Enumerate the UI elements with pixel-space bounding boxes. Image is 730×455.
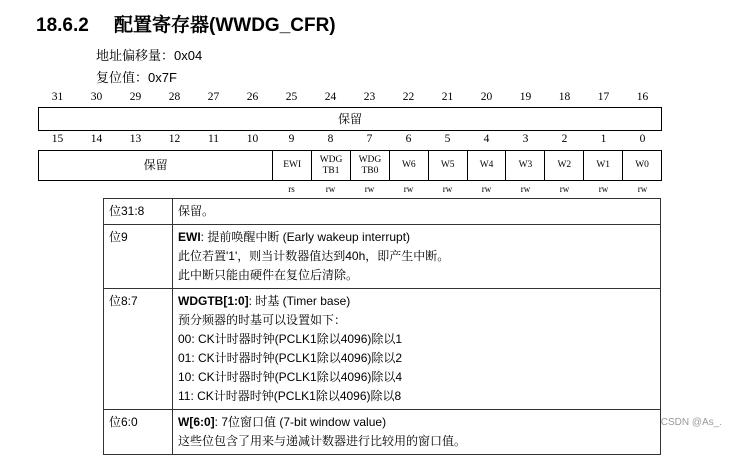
section-title: 配置寄存器(WWDG_CFR) bbox=[114, 15, 336, 36]
bit-number: 11 bbox=[207, 133, 220, 145]
bit-range: 位9 bbox=[104, 225, 173, 289]
bit-number: 10 bbox=[246, 133, 259, 145]
address-offset: 地址偏移量：0x04 bbox=[96, 48, 203, 63]
bit-number: 20 bbox=[480, 91, 493, 103]
bit-number: 3 bbox=[522, 133, 529, 145]
field-w3 bbox=[505, 151, 544, 180]
field-label: W4 bbox=[479, 160, 494, 170]
field-label: WDG TB0 bbox=[358, 154, 382, 176]
description-title: : 时基 (Timer base) bbox=[248, 294, 351, 308]
description-line: 10: CK计时器时钟(PCLK1除以4096)除以4 bbox=[178, 370, 403, 384]
bit-number: 25 bbox=[285, 91, 298, 103]
access-type: rw bbox=[520, 184, 531, 194]
field-label: W2 bbox=[557, 160, 572, 170]
table-row bbox=[104, 199, 661, 225]
bit-number: 24 bbox=[324, 91, 337, 103]
bit-number: 31 bbox=[51, 91, 64, 103]
access-spacer bbox=[38, 184, 272, 194]
table-row bbox=[104, 225, 661, 289]
bit-number: 9 bbox=[288, 133, 295, 145]
bit-description bbox=[173, 410, 661, 455]
access-type: rw bbox=[325, 184, 336, 194]
bit-number: 12 bbox=[168, 133, 181, 145]
field-label: W5 bbox=[440, 160, 455, 170]
register-lower-row bbox=[38, 150, 662, 181]
bit-number: 5 bbox=[444, 133, 451, 145]
description-line: 01: CK计时器时钟(PCLK1除以4096)除以2 bbox=[178, 351, 403, 365]
description-line: 00: CK计时器时钟(PCLK1除以4096)除以1 bbox=[178, 332, 403, 346]
access-type: rw bbox=[637, 184, 648, 194]
field-w6 bbox=[389, 151, 428, 180]
bit-number: 13 bbox=[129, 133, 142, 145]
field-label: W0 bbox=[635, 160, 649, 170]
bit-description bbox=[173, 289, 661, 410]
bit-number: 27 bbox=[207, 91, 220, 103]
table-row bbox=[104, 410, 661, 455]
bit-number: 18 bbox=[558, 91, 571, 103]
watermark: CSDN @As_. bbox=[660, 417, 722, 428]
description-line: 这些位包含了用来与递减计数器进行比较用的窗口值。 bbox=[178, 434, 467, 448]
field-w1 bbox=[583, 151, 622, 180]
description-line: 11: CK计时器时钟(PCLK1除以4096)除以8 bbox=[178, 389, 402, 403]
field-label: W1 bbox=[596, 160, 611, 170]
access-type: rw bbox=[364, 184, 375, 194]
reserved-field-lower: 保留 bbox=[143, 158, 168, 172]
field-label: W3 bbox=[518, 160, 533, 170]
description-line: 此中断只能由硬件在复位后清除。 bbox=[178, 268, 359, 282]
bit-number: 15 bbox=[51, 133, 64, 145]
description-line: 此位若置'1'，则当计数器值达到40h，即产生中断。 bbox=[178, 249, 450, 263]
bit-range: 位6:0 bbox=[104, 410, 173, 455]
description-title: : 7位窗口值 (7-bit window value) bbox=[214, 415, 387, 429]
field-label: WDG TB1 bbox=[319, 154, 343, 176]
field-name: W[6:0] bbox=[178, 415, 215, 429]
bit-number: 19 bbox=[519, 91, 532, 103]
table-row bbox=[104, 289, 661, 410]
field-wdgtb1 bbox=[311, 151, 350, 180]
field-name: WDGTB[1:0] bbox=[178, 294, 249, 308]
reserved-field-upper: 保留 bbox=[337, 111, 362, 126]
bit-number: 26 bbox=[246, 91, 259, 103]
bit-number: 23 bbox=[363, 91, 376, 103]
field-name: EWI bbox=[178, 230, 201, 244]
bit-number: 8 bbox=[327, 133, 334, 145]
reset-value: 复位值：0x7F bbox=[96, 70, 177, 85]
bit-range: 位31:8 bbox=[104, 199, 173, 225]
bit-number: 22 bbox=[402, 91, 415, 103]
access-type: rw bbox=[481, 184, 492, 194]
description-line: 预分频器的时基可以设置如下： bbox=[178, 313, 347, 327]
field-w4 bbox=[467, 151, 506, 180]
access-type: rw bbox=[598, 184, 609, 194]
bit-number: 30 bbox=[90, 91, 103, 103]
bit-description-table bbox=[103, 198, 661, 455]
bit-number: 4 bbox=[483, 133, 490, 145]
bit-number: 14 bbox=[90, 133, 103, 145]
access-type: rw bbox=[442, 184, 453, 194]
bit-description bbox=[173, 225, 661, 289]
section-number: 18.6.2 bbox=[36, 15, 89, 36]
access-type: rw bbox=[559, 184, 570, 194]
description-title: : 提前唤醒中断 (Early wakeup interrupt) bbox=[200, 230, 411, 244]
bit-number: 7 bbox=[366, 133, 373, 145]
field-ewi bbox=[272, 151, 311, 180]
field-label: W6 bbox=[401, 160, 416, 170]
bit-number: 6 bbox=[405, 133, 412, 145]
field-w0 bbox=[622, 151, 661, 180]
register-upper-row bbox=[38, 107, 662, 131]
access-type: rw bbox=[403, 184, 414, 194]
bit-number: 21 bbox=[441, 91, 454, 103]
access-type: rs bbox=[288, 184, 295, 194]
access-types-row bbox=[38, 184, 662, 194]
bit-description bbox=[173, 199, 661, 225]
lower-bit-numbers bbox=[38, 133, 662, 145]
upper-bit-numbers bbox=[38, 91, 662, 103]
bit-number: 16 bbox=[636, 91, 649, 103]
field-w2 bbox=[544, 151, 583, 180]
field-wdgtb0 bbox=[350, 151, 389, 180]
field-label: EWI bbox=[283, 160, 302, 170]
description-title: 保留。 bbox=[178, 204, 215, 218]
bit-number: 0 bbox=[639, 133, 646, 145]
bit-number: 28 bbox=[168, 91, 181, 103]
field-w5 bbox=[428, 151, 467, 180]
bit-number: 2 bbox=[561, 133, 568, 145]
bit-range: 位8:7 bbox=[104, 289, 173, 410]
bit-number: 29 bbox=[129, 91, 142, 103]
section-heading bbox=[36, 10, 336, 37]
bit-number: 17 bbox=[597, 91, 610, 103]
bit-number: 1 bbox=[600, 133, 607, 145]
